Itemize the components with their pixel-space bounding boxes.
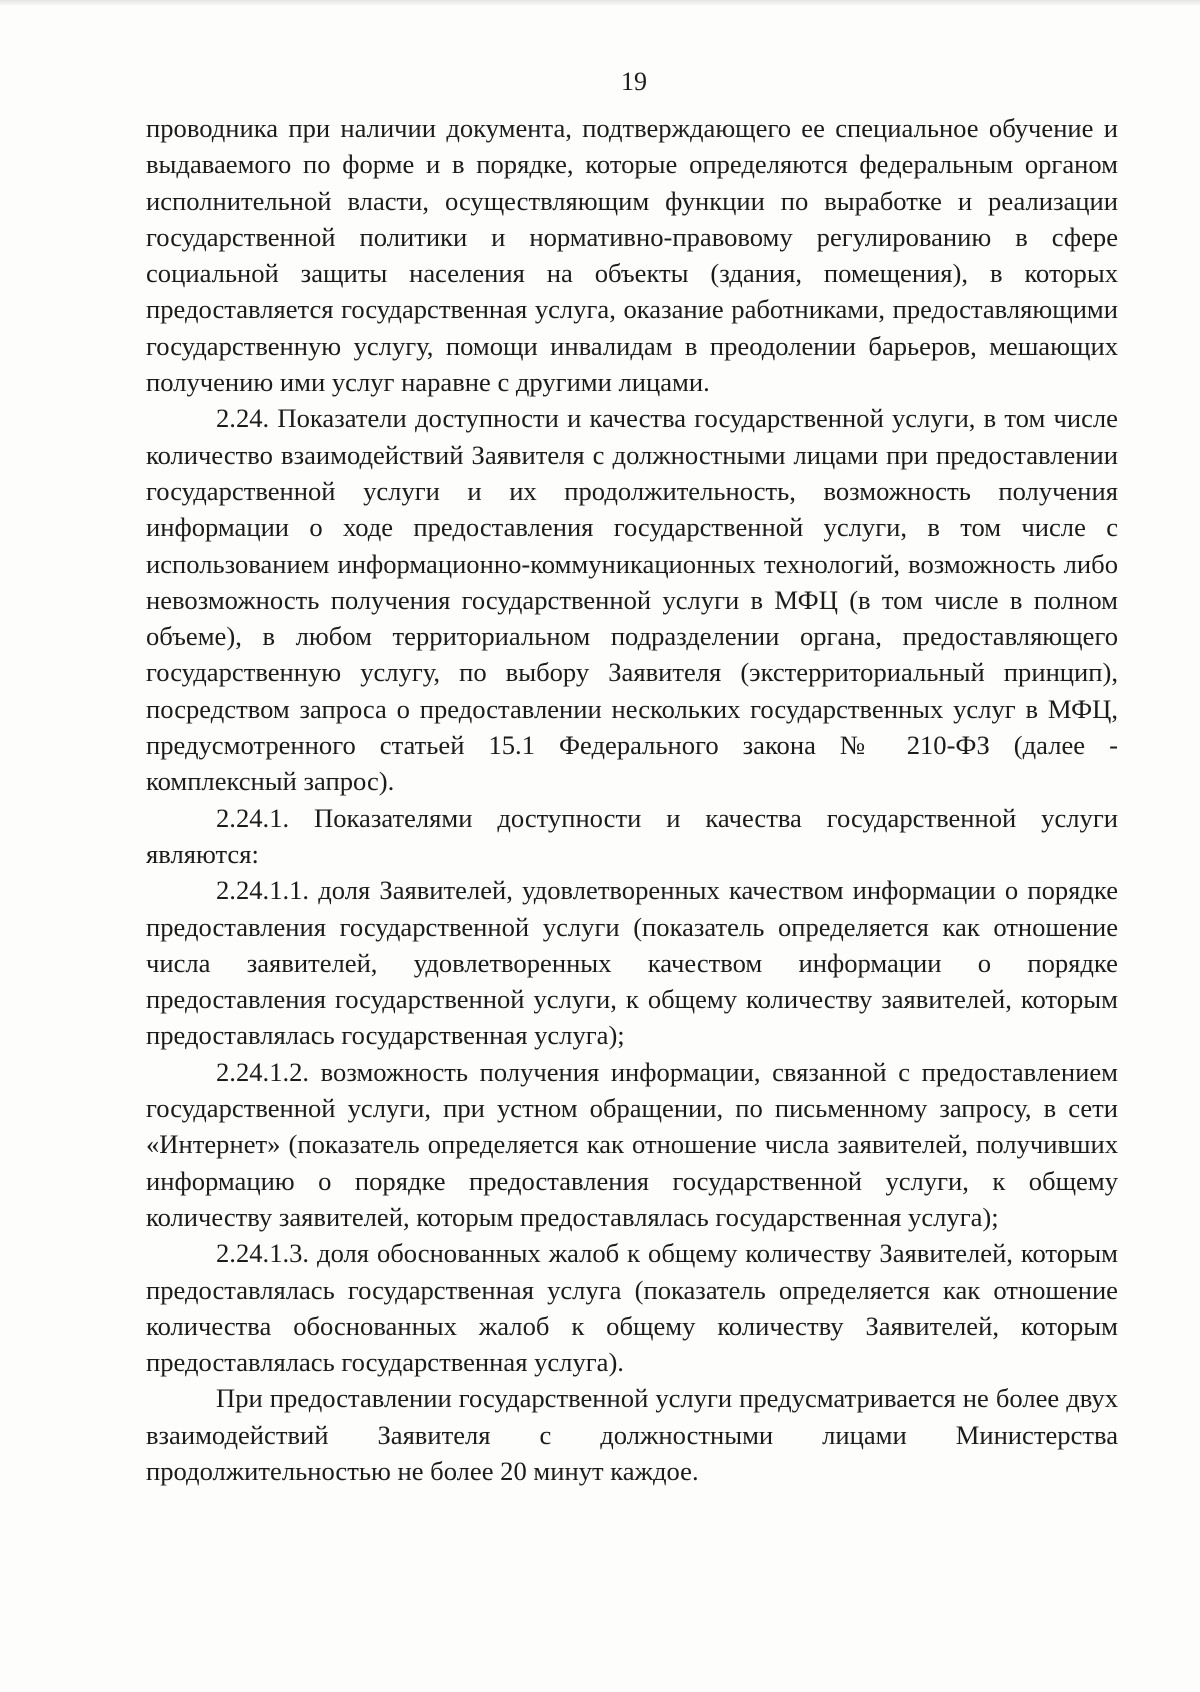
paragraph-2-24-1-1: 2.24.1.1. доля Заявителей, удовлетворенных качеством информации о порядке предоставления государственной услуги (показатель определяется как отношение числа заявителей, удовлетворенных качеством информации о порядке предоставления государственной услуги, к общему количеству заявителей, которым предоставлялась государственная услуга);	[146, 875, 1118, 1051]
paragraph-interactions: При предоставлении государственной услуги предусматривается не более двух взаимодействий Заявителя с должностными лицами Министерства продолжительностью не более 20 минут каждое.	[146, 1383, 1118, 1486]
paragraph-2-24-1-3: 2.24.1.3. доля обоснованных жалоб к общему количеству Заявителей, которым предоставлялась государственная услуга (показатель определяется как отношение количества обоснованных жалоб к общему количеству Заявителей, которым предоставлялась государственная услуга).	[146, 1238, 1118, 1378]
page-number: 19	[621, 67, 647, 96]
scan-edge	[0, 0, 1200, 6]
document-body	[146, 110, 1118, 1489]
paragraph-2-24: 2.24. Показатели доступности и качества государственной услуги, в том числе количество взаимодействий Заявителя с должностными лицами при предоставлении государственной услуги и их продолжительность, возможность получения информации о ходе предоставления государственной услуги, в том числе с использованием информационно-коммуникационных технологий, возможность либо невозможность получения государственной услуги в МФЦ (в том числе в полном объеме), в любом территориальном подразделении органа, предоставляющего государственную услугу, по выбору Заявителя (экстерриториальный принцип), посредством запроса о предоставлении нескольких государственных услуг в МФЦ, предусмотренного статьей 15.1 Федерального закона № 210-ФЗ (далее - комплексный запрос).	[146, 403, 1118, 797]
paragraph-2-24-1: 2.24.1. Показателями доступности и качества государственной услуги являются:	[146, 802, 1118, 869]
paragraph-continuation: проводника при наличии документа, подтверждающего ее специальное обучение и выдаваемого по форме и в порядке, которые определяются федеральным органом исполнительной власти, осуществляющим функции по выработке и реализации государственной политики и нормативно-правовому регулированию в сфере социальной защиты населения на объекты (здания, помещения), в которых предоставляется государственная услуга, оказание работниками, предоставляющими государственную услугу, помощи инвалидам в преодолении барьеров, мешающих получению ими услуг наравне с другими лицами.	[146, 113, 1118, 398]
paragraph-2-24-1-2: 2.24.1.2. возможность получения информации, связанной с предоставлением государственной услуги, при устном обращении, по письменному запросу, в сети «Интернет» (показатель определяется как отношение числа заявителей, получивших информацию о порядке предоставления государственной услуги, к общему количеству заявителей, которым предоставлялась государственная услуга);	[146, 1056, 1118, 1232]
